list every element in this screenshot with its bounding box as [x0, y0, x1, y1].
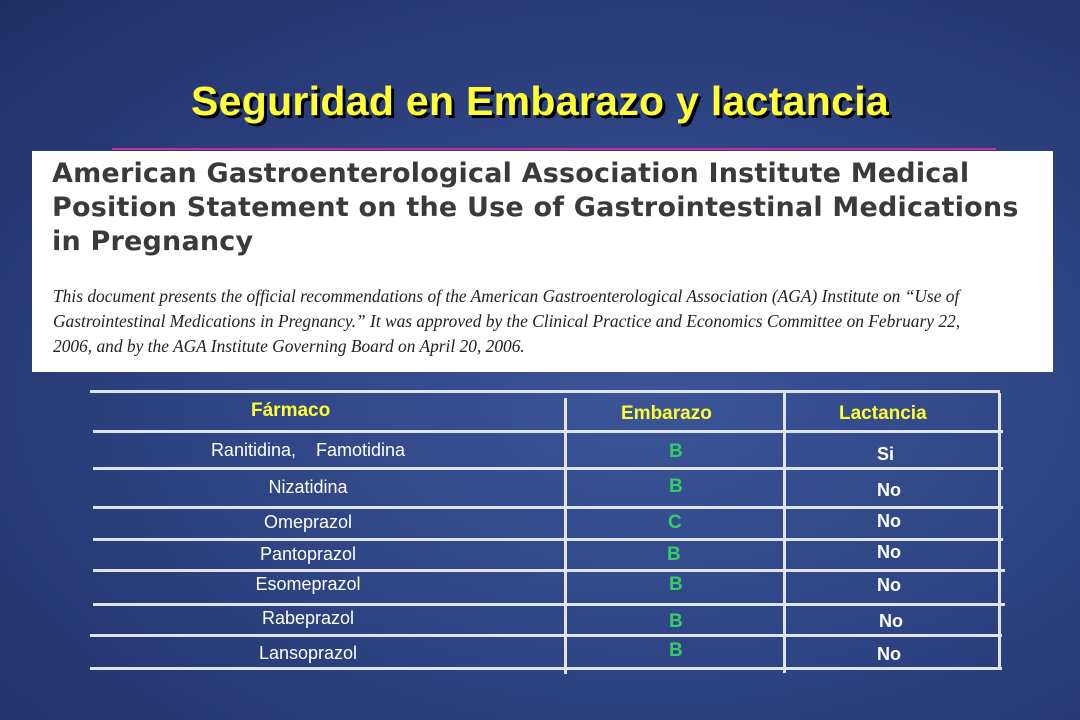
article-abstract-line: 2006, and by the AGA Institute Governing Board on April 20, 2006.: [53, 336, 525, 356]
pregnancy-category: C: [668, 512, 682, 533]
pregnancy-category: B: [669, 611, 683, 632]
article-heading-line: in Pregnancy: [52, 226, 254, 257]
table-rule: [93, 538, 1003, 541]
article-abstract-line: Gastrointestinal Medications in Pregnancy.” It was approved by the Clinical Practice and Economics Committee on February 22,: [53, 311, 961, 331]
header-pregnancy: Embarazo: [621, 403, 712, 424]
pregnancy-category: B: [667, 544, 681, 565]
lactation-status: No: [877, 511, 901, 531]
table-divider: [564, 398, 567, 674]
lactation-status: No: [877, 480, 901, 500]
pregnancy-category: B: [669, 640, 683, 661]
table-rule: [90, 667, 1002, 670]
article-heading: [52, 157, 1032, 259]
table-rule: [93, 467, 1003, 470]
lactation-status: No: [877, 644, 901, 664]
article-excerpt: [32, 151, 1053, 372]
lactation-status: No: [877, 575, 901, 595]
drug-name: Lansoprazol: [258, 643, 358, 663]
drug-name: Ranitidina, Famotidina: [210, 440, 406, 460]
pregnancy-category: B: [669, 441, 683, 462]
table-rule: [93, 430, 1003, 433]
drug-name: Pantoprazol: [259, 544, 357, 564]
lactation-status: Si: [877, 444, 895, 464]
title-underline: [112, 148, 996, 150]
header-drug: Fármaco: [251, 400, 331, 421]
lactation-status: No: [879, 611, 903, 631]
drug-name: Rabeprazol: [261, 608, 355, 628]
article-heading-line: Position Statement on the Use of Gastrointestinal Medications: [52, 192, 1019, 223]
table-divider: [998, 393, 1001, 667]
table-rule: [93, 569, 1005, 572]
table-rule: [93, 506, 1003, 509]
slide-title: Seguridad en Embarazo y lactancia: [190, 78, 890, 124]
table-rule: [93, 603, 1005, 606]
pregnancy-category: B: [669, 476, 683, 497]
pregnancy-category: B: [669, 574, 683, 595]
drug-name: Omeprazol: [263, 512, 353, 532]
header-lactation: Lactancia: [839, 403, 927, 424]
lactation-status: No: [877, 542, 901, 562]
drug-name: Nizatidina: [268, 477, 348, 497]
article-heading-line: American Gastroenterological Association Institute Medical: [52, 158, 970, 189]
table-rule: [90, 634, 1002, 637]
table-rule: [90, 390, 1000, 393]
article-abstract: [53, 284, 1043, 359]
drug-name: Esomeprazol: [255, 574, 361, 594]
table-divider: [783, 393, 786, 673]
article-abstract-line: This document presents the official recommendations of the American Gastroenterological Association (AGA) Institute on “Use of: [53, 286, 960, 306]
